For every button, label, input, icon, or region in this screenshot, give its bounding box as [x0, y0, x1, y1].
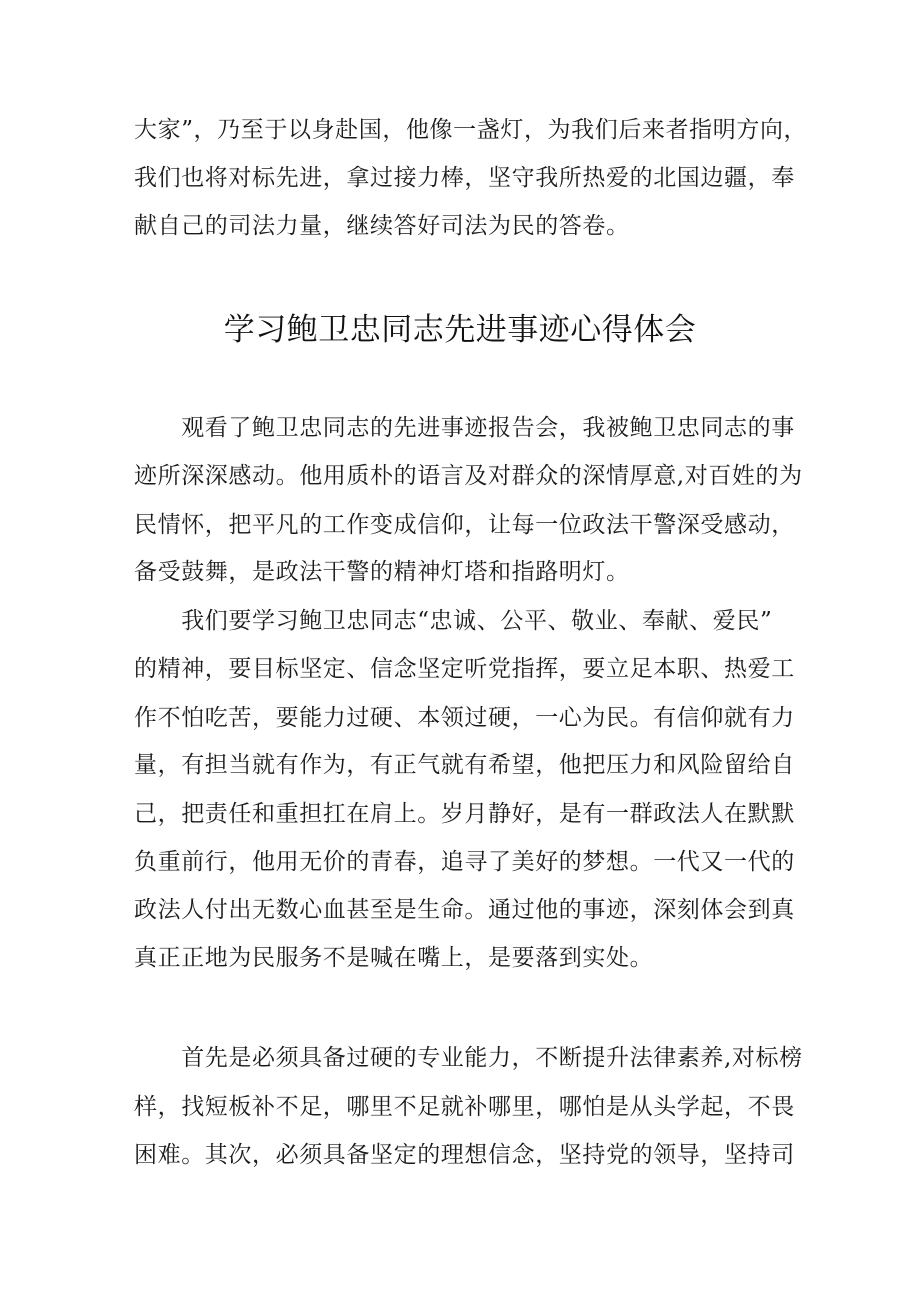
paragraph-2-line-1: 我们要学习鲍卫忠同志“忠诚、公平、敬业、奉献、爱民”: [134, 608, 773, 634]
paragraph-2-line-3: 作不怕吃苦，要能力过硬、本领过硬，一心为民。有信仰就有力: [134, 705, 795, 731]
paragraph-2-line-4: 量，有担当就有作为，有正气就有希望，他把压力和风险留给自: [134, 752, 795, 778]
paragraph-2-line-2: 的精神，要目标坚定、信念坚定听党指挥，要立足本职、热爱工: [134, 656, 795, 682]
paragraph-1-line-1: 观看了鲍卫忠同志的先进事迹报告会，我被鲍卫忠同志的事: [134, 415, 795, 441]
intro-line-2: 我们也将对标先进，拿过接力棒，坚守我所热爱的北国边疆，奉: [134, 165, 795, 191]
paragraph-2-line-7: 政法人付出无数心血甚至是生命。通过他的事迹，深刻体会到真: [134, 897, 795, 923]
intro-line-3: 献自己的司法力量，继续答好司法为民的答卷。: [134, 213, 630, 239]
article-title: 学习鲍卫忠同志先进事迹心得体会: [223, 312, 697, 348]
paragraph-1-line-4: 备受鼓舞，是政法干警的精神灯塔和指路明灯。: [134, 559, 630, 585]
paragraph-2-line-6: 负重前行，他用无价的青春，追寻了美好的梦想。一代又一代的: [134, 849, 795, 875]
paragraph-1-line-2: 迹所深深感动。他用质朴的语言及对群众的深情厚意,对百姓的为: [134, 463, 803, 489]
paragraph-3-line-1: 首先是必须具备过硬的专业能力，不断提升法律素养,对标榜: [134, 1045, 803, 1071]
paragraph-2-line-8: 真正正地为民服务不是喊在嘴上，是要落到实处。: [134, 945, 654, 971]
paragraph-3-line-2: 样，找短板补不足，哪里不足就补哪里，哪怕是从头学起，不畏: [134, 1094, 795, 1120]
paragraph-3-line-3: 困难。其次，必须具备坚定的理想信念，坚持党的领导，坚持司: [134, 1142, 795, 1168]
paragraph-2-line-5: 己，把责任和重担扛在肩上。岁月静好，是有一群政法人在默默: [134, 801, 795, 827]
paragraph-1-line-3: 民情怀，把平凡的工作变成信仰，让每一位政法干警深受感动，: [134, 512, 795, 538]
intro-line-1: 大家”，乃至于以身赴国，他像一盏灯，为我们后来者指明方向，: [134, 117, 808, 143]
